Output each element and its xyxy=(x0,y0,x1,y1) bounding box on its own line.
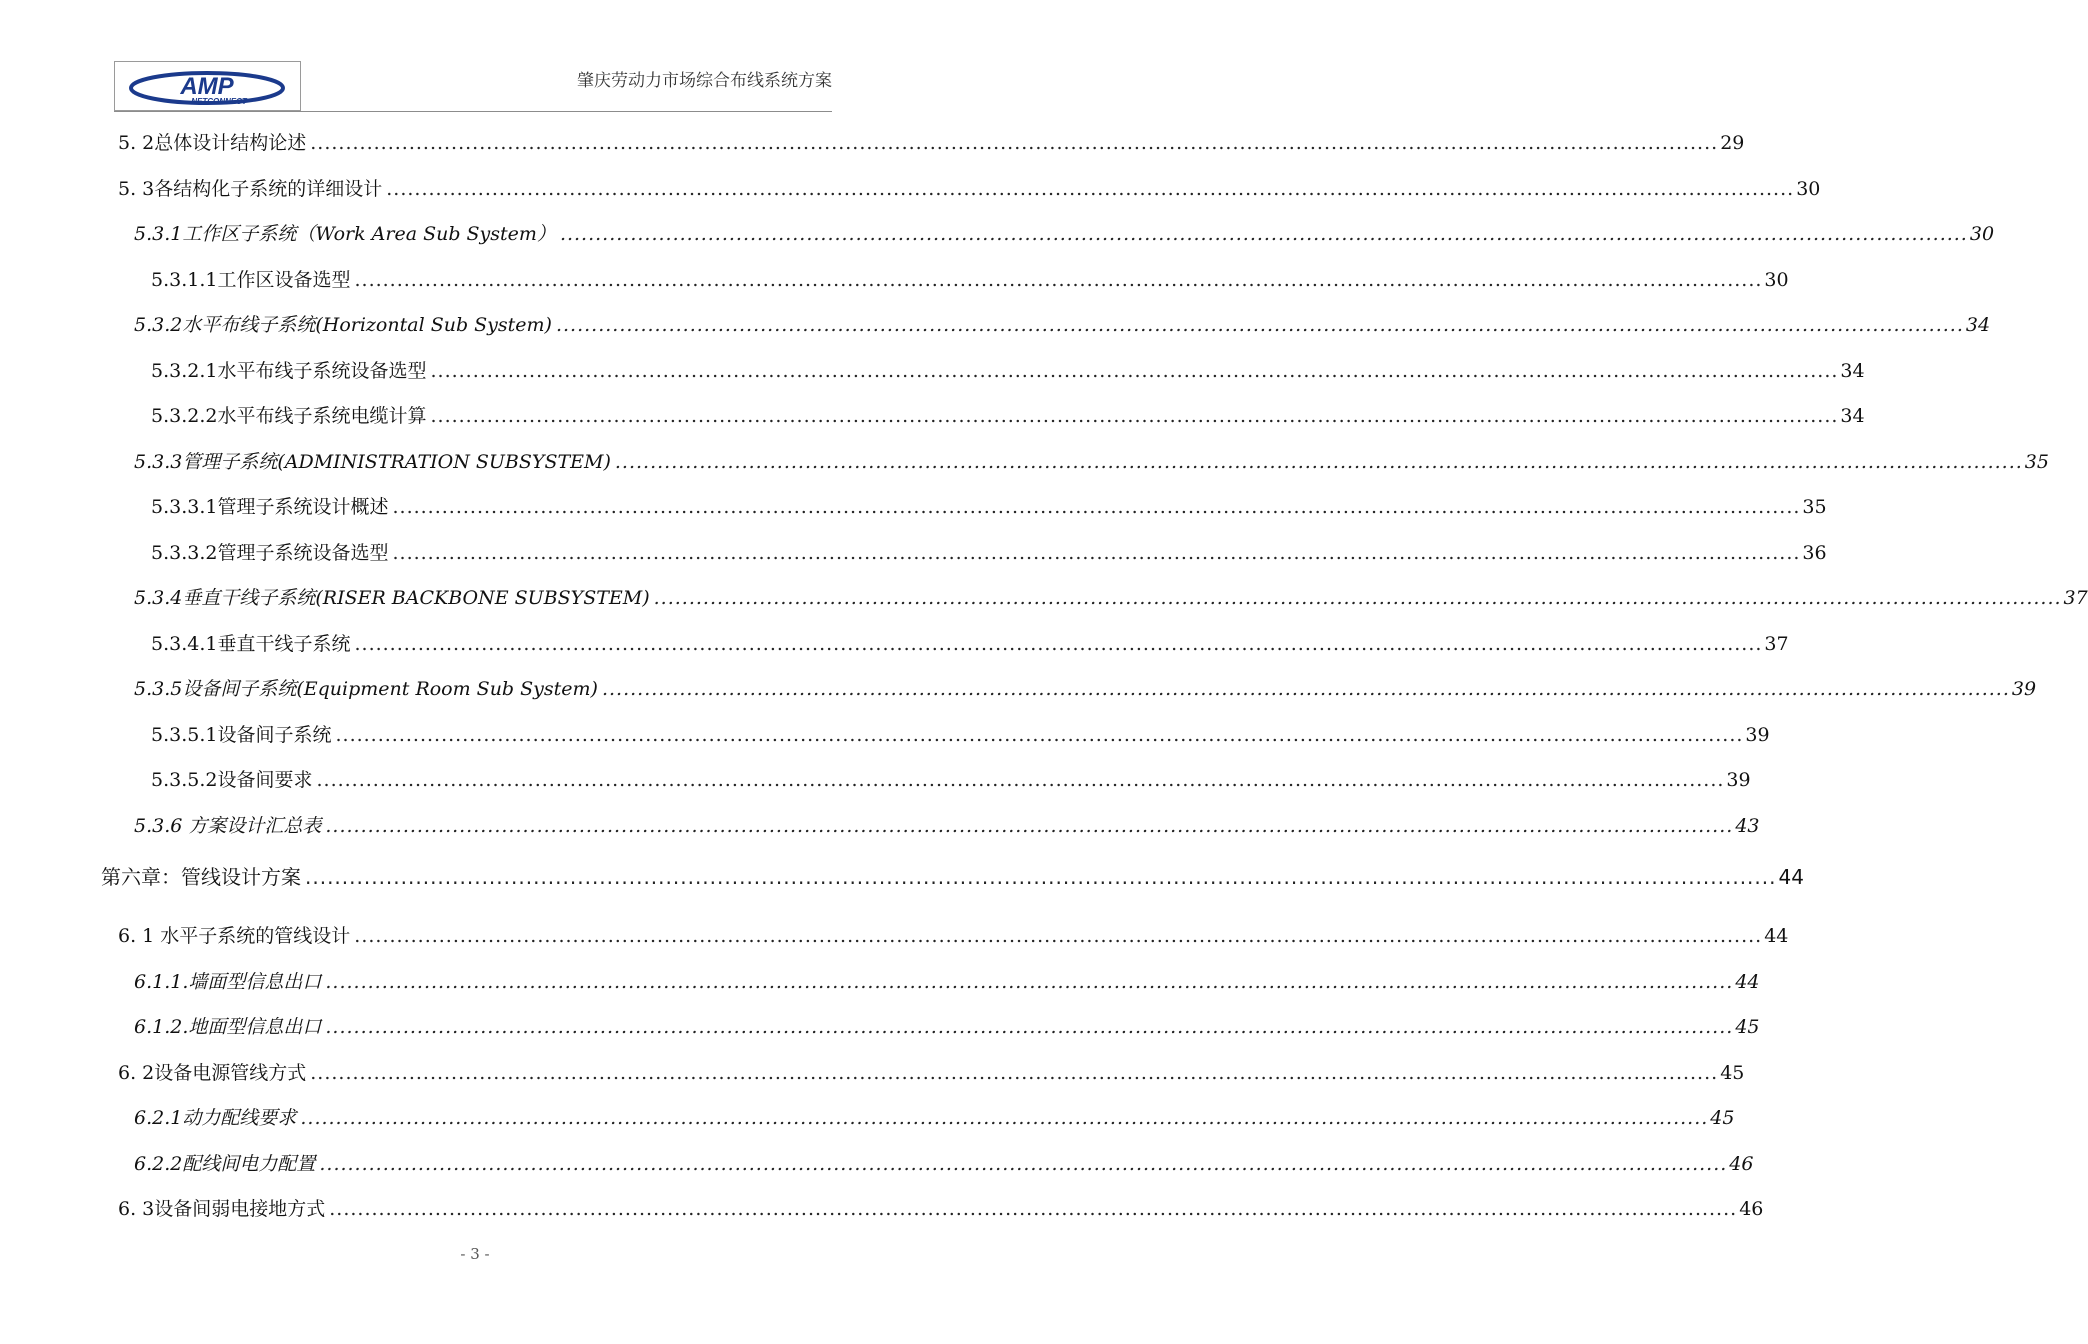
toc-entry-page: 29 xyxy=(1720,132,1745,154)
toc-entry-text: 5.3.1工作区子系统（Work Area Sub System） xyxy=(134,223,556,245)
toc-leader-dots: ........................................................................................................................................................................................................ xyxy=(354,269,1763,291)
toc-entry[interactable] xyxy=(151,401,1865,429)
toc-entry-page: 34 xyxy=(1840,360,1865,382)
toc-leader-dots: ........................................................................................................................................................................................................ xyxy=(601,678,2010,700)
toc-entry-page: 46 xyxy=(1729,1153,1754,1175)
toc-entry-text: 6. 3设备间弱电接地方式 xyxy=(118,1198,326,1220)
toc-entry[interactable] xyxy=(134,1012,1760,1040)
toc-entry-text: 5.3.3管理子系统(ADMINISTRATION SUBSYSTEM) xyxy=(134,451,611,473)
toc-entry-page: 46 xyxy=(1739,1198,1764,1220)
toc-entry[interactable] xyxy=(118,174,1821,202)
toc-entry-page: 35 xyxy=(2024,451,2049,473)
toc-entry-page: 45 xyxy=(1710,1107,1735,1129)
toc-entry-page: 34 xyxy=(1965,314,1991,336)
toc-entry-text: 5.3.2水平布线子系统(Horizontal Sub System) xyxy=(134,314,552,336)
toc-entry-text: 6.1.2.地面型信息出口 xyxy=(134,1016,322,1038)
toc-leader-dots: ........................................................................................................................................................................................................ xyxy=(316,769,1725,791)
toc-entry-page: 39 xyxy=(2011,678,2037,700)
toc-entry-page: 39 xyxy=(1726,769,1751,791)
toc-leader-dots: ........................................................................................................................................................................................................ xyxy=(386,178,1795,200)
toc-entry[interactable] xyxy=(151,720,1770,748)
toc-entry-text: 5.3.5.2设备间要求 xyxy=(151,769,313,791)
toc-chapter-entry[interactable] xyxy=(101,862,1804,890)
toc-entry[interactable] xyxy=(151,765,1751,793)
toc-entry-page: 44 xyxy=(1735,971,1760,993)
toc-entry-page: 30 xyxy=(1764,269,1789,291)
toc-entry-text: 5. 2总体设计结构论述 xyxy=(118,132,307,154)
toc-entry-page: 36 xyxy=(1802,542,1827,564)
toc-entry[interactable] xyxy=(134,1103,1735,1131)
toc-entry-text: 6. 2设备电源管线方式 xyxy=(118,1062,307,1084)
toc-entry-text: 6.2.2配线间电力配置 xyxy=(134,1153,316,1175)
document-title: 肇庆劳动力市场综合布线系统方案 xyxy=(577,71,832,91)
toc-entry[interactable] xyxy=(151,538,1827,566)
toc-entry-text: 5.3.3.2管理子系统设备选型 xyxy=(151,542,389,564)
header-divider xyxy=(114,111,832,112)
toc-entry-text: 6. 1 水平子系统的管线设计 xyxy=(118,925,351,947)
toc-entry-page: 39 xyxy=(1745,724,1770,746)
toc-leader-dots: ........................................................................................................................................................................................................ xyxy=(335,724,1744,746)
toc-leader-dots: ........................................................................................................................................................................................................ xyxy=(305,865,1777,889)
toc-leader-dots: ........................................................................................................................................................................................................ xyxy=(329,1198,1738,1220)
toc-entry-text: 5.3.2.1水平布线子系统设备选型 xyxy=(151,360,427,382)
amp-logo-icon xyxy=(115,62,302,112)
toc-entry-text: 5.3.5.1设备间子系统 xyxy=(151,724,332,746)
toc-entry-page: 37 xyxy=(1764,633,1789,655)
toc-entry[interactable] xyxy=(134,674,2037,702)
toc-entry[interactable] xyxy=(151,265,1789,293)
toc-entry[interactable] xyxy=(134,967,1760,995)
toc-entry[interactable] xyxy=(134,583,2088,611)
amp-netconnect-logo xyxy=(114,61,301,111)
toc-entry-page: 44 xyxy=(1764,925,1789,947)
toc-leader-dots: ........................................................................................................................................................................................................ xyxy=(653,587,2062,609)
toc-entry[interactable] xyxy=(134,811,1760,839)
logo-main-text: AMP xyxy=(180,73,234,100)
toc-entry-text: 5.3.4.1垂直干线子系统 xyxy=(151,633,351,655)
toc-entry[interactable] xyxy=(134,1149,1754,1177)
toc-leader-dots: ........................................................................................................................................................................................................ xyxy=(310,1062,1719,1084)
toc-entry[interactable] xyxy=(118,921,1789,949)
toc-entry-page: 35 xyxy=(1802,496,1827,518)
toc-entry[interactable] xyxy=(151,629,1789,657)
toc-leader-dots: ........................................................................................................................................................................................................ xyxy=(325,815,1734,837)
toc-entry-text: 第六章：管线设计方案 xyxy=(101,865,301,889)
toc-entry-page: 30 xyxy=(1796,178,1821,200)
toc-entry-page: 37 xyxy=(2063,587,2088,609)
toc-leader-dots: ........................................................................................................................................................................................................ xyxy=(354,925,1763,947)
toc-leader-dots: ........................................................................................................................................................................................................ xyxy=(559,223,1968,245)
toc-leader-dots: ........................................................................................................................................................................................................ xyxy=(319,1153,1728,1175)
toc-leader-dots: ........................................................................................................................................................................................................ xyxy=(392,542,1801,564)
toc-leader-dots: ........................................................................................................................................................................................................ xyxy=(310,132,1719,154)
toc-entry-page: 34 xyxy=(1840,405,1865,427)
toc-entry-page: 45 xyxy=(1735,1016,1760,1038)
toc-entry-page: 30 xyxy=(1969,223,1995,245)
toc-entry-text: 5.3.4垂直干线子系统(RISER BACKBONE SUBSYSTEM) xyxy=(134,587,650,609)
toc-leader-dots: ........................................................................................................................................................................................................ xyxy=(614,451,2023,473)
logo-sub-text: NETCONNECT xyxy=(191,97,247,106)
toc-entry-text: 5.3.3.1管理子系统设计概述 xyxy=(151,496,389,518)
toc-entry[interactable] xyxy=(134,310,1991,338)
toc-entry[interactable] xyxy=(151,356,1865,384)
toc-leader-dots: ........................................................................................................................................................................................................ xyxy=(354,633,1763,655)
toc-entry-text: 6.1.1.墙面型信息出口 xyxy=(134,971,322,993)
toc-entry-text: 5.3.1.1工作区设备选型 xyxy=(151,269,351,291)
toc-entry[interactable] xyxy=(134,447,2049,475)
toc-entry[interactable] xyxy=(134,219,1995,247)
toc-entry-page: 45 xyxy=(1720,1062,1745,1084)
toc-leader-dots: ........................................................................................................................................................................................................ xyxy=(325,1016,1734,1038)
toc-entry[interactable] xyxy=(118,1058,1745,1086)
toc-entry-text: 5.3.5设备间子系统(Equipment Room Sub System) xyxy=(134,678,598,700)
toc-entry-page: 43 xyxy=(1735,815,1760,837)
toc-leader-dots: ........................................................................................................................................................................................................ xyxy=(430,360,1839,382)
toc-entry[interactable] xyxy=(151,492,1827,520)
toc-entry[interactable] xyxy=(118,1194,1764,1222)
toc-leader-dots: ........................................................................................................................................................................................................ xyxy=(392,496,1801,518)
toc-leader-dots: ........................................................................................................................................................................................................ xyxy=(555,314,1964,336)
toc-entry-text: 5.3.2.2水平布线子系统电缆计算 xyxy=(151,405,427,427)
toc-entry[interactable] xyxy=(118,128,1745,156)
page-number: - 3 - xyxy=(460,1245,490,1263)
toc-entry-text: 5. 3各结构化子系统的详细设计 xyxy=(118,178,383,200)
toc-leader-dots: ........................................................................................................................................................................................................ xyxy=(300,1107,1709,1129)
toc-leader-dots: ........................................................................................................................................................................................................ xyxy=(325,971,1734,993)
toc-entry-text: 6.2.1动力配线要求 xyxy=(134,1107,297,1129)
toc-leader-dots: ........................................................................................................................................................................................................ xyxy=(430,405,1839,427)
toc-entry-page: 44 xyxy=(1778,865,1804,889)
toc-entry-text: 5.3.6 方案设计汇总表 xyxy=(134,815,322,837)
